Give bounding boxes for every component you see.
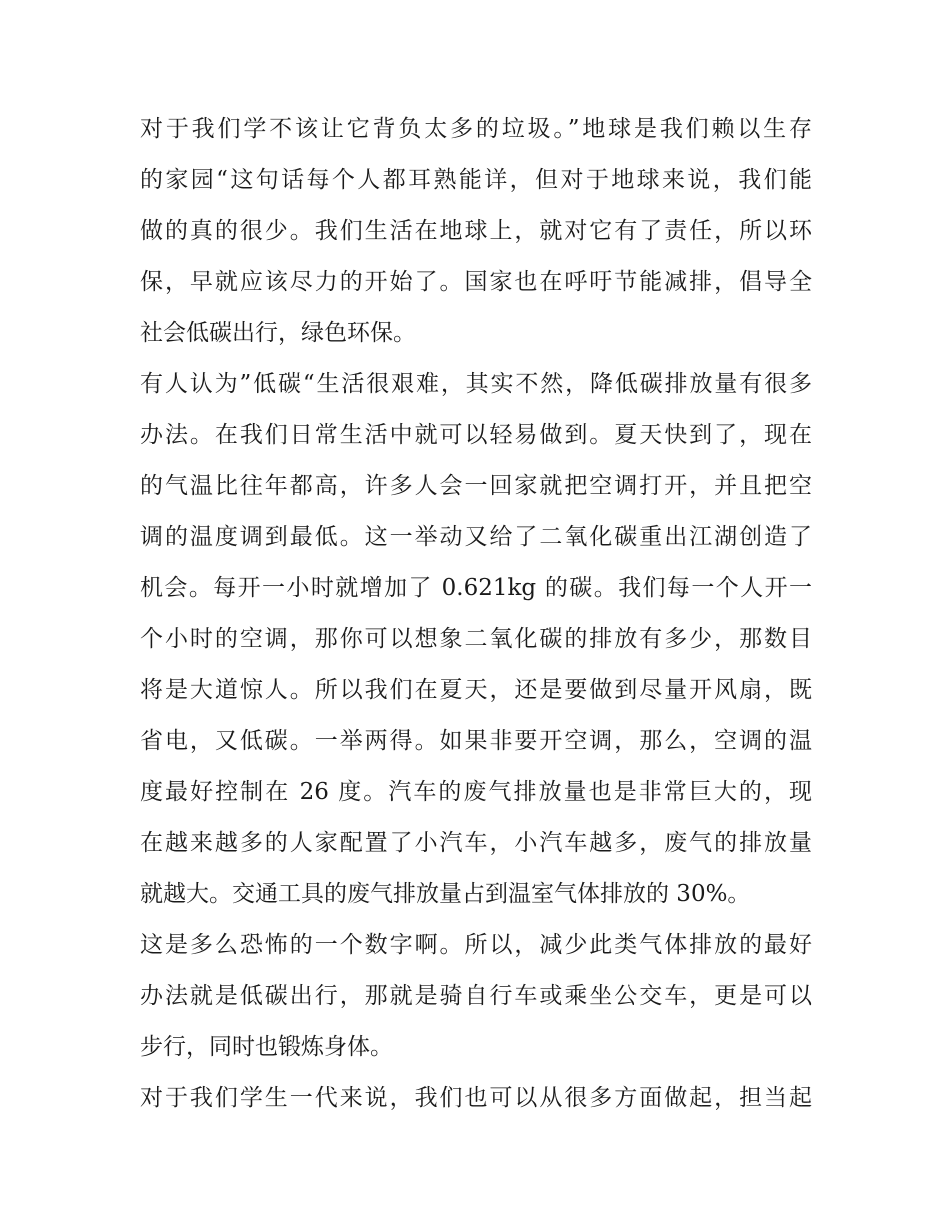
text-line: 保，早就应该尽力的开始了。国家也在呼吁节能减排，倡导全 <box>140 269 812 295</box>
text-line: 的家园“这句话每个人都耳熟能详，但对于地球来说，我们能 <box>140 167 812 193</box>
text-line: 步行，同时也锻炼身体。 <box>140 1034 393 1060</box>
text-line: 的气温比往年都高，许多人会一回家就把空调打开，并且把空 <box>140 473 812 499</box>
text-line: 对于我们学生一代来说，我们也可以从很多方面做起，担当起 <box>140 1085 812 1111</box>
text-line: 在越来越多的人家配置了小汽车，小汽车越多，废气的排放量 <box>140 830 812 856</box>
text-line: 办法就是低碳出行，那就是骑自行车或乘坐公交车，更是可以 <box>140 983 812 1009</box>
text-line: 调的温度调到最低。这一举动又给了二氧化碳重出江湖创造了 <box>140 524 812 550</box>
text-line: 个小时的空调，那你可以想象二氧化碳的排放有多少，那数目 <box>140 626 812 652</box>
text-line: 将是大道惊人。所以我们在夏天，还是要做到尽量开风扇，既 <box>140 677 812 703</box>
text-line: 这是多么恐怖的一个数字啊。所以，减少此类气体排放的最好 <box>140 932 812 958</box>
text-line: 省电，又低碳。一举两得。如果非要开空调，那么，空调的温 <box>140 728 812 754</box>
text-line: 做的真的很少。我们生活在地球上，就对它有了责任，所以环 <box>140 218 812 244</box>
text-line: 机会。每开一小时就增加了 0.621kg 的碳。我们每一个人开一 <box>140 575 812 601</box>
text-line: 办法。在我们日常生活中就可以轻易做到。夏天快到了，现在 <box>140 422 812 448</box>
body-text <box>140 104 812 1124</box>
text-line: 就越大。交通工具的废气排放量占到温室气体排放的 30%。 <box>140 881 751 907</box>
text-line: 度最好控制在 26 度。汽车的废气排放量也是非常巨大的，现 <box>140 779 812 805</box>
text-line: 对于我们学不该让它背负太多的垃圾。”地球是我们赖以生存 <box>140 116 812 142</box>
text-line: 有人认为”低碳“生活很艰难，其实不然，降低碳排放量有很多 <box>140 371 812 397</box>
text-line: 社会低碳出行，绿色环保。 <box>140 320 416 346</box>
